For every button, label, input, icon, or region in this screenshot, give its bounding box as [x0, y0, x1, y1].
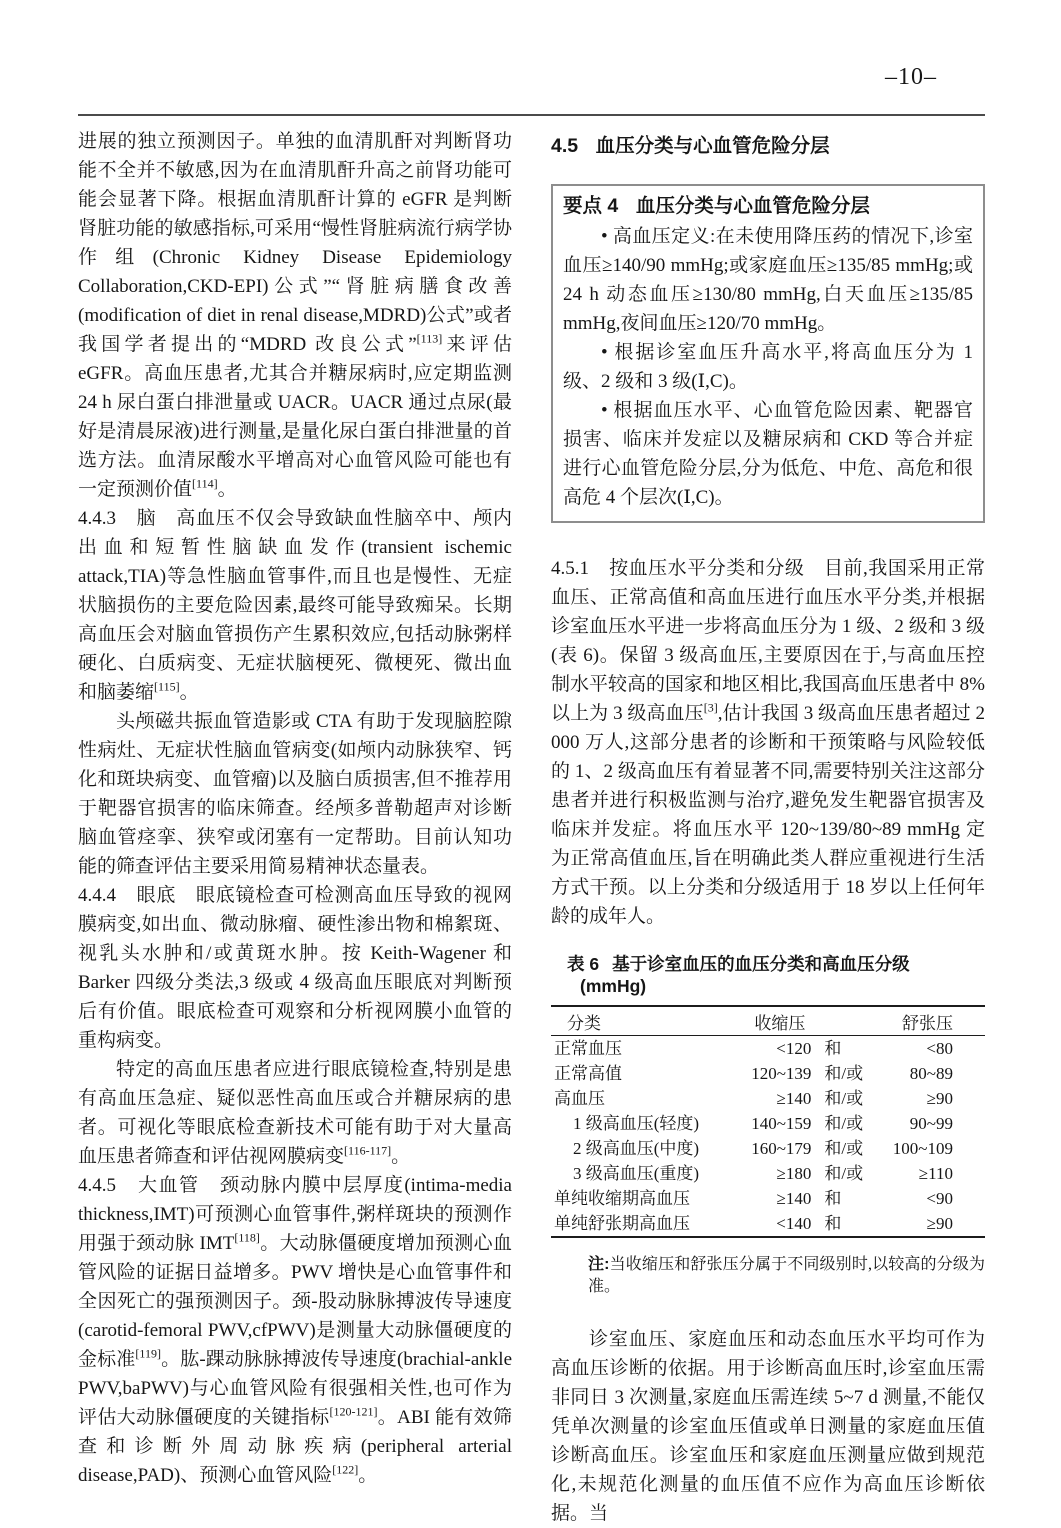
section-title: 血压分类与心血管危险分层	[595, 135, 830, 157]
keypoint-label: 要点 4	[563, 195, 619, 217]
table-cell-conj: 和/或	[824, 1089, 864, 1108]
table-note-label: 注:	[588, 1256, 610, 1273]
table-header-cell	[811, 1006, 885, 1036]
table-cell-conj: 和	[824, 1039, 842, 1058]
table-row	[551, 1161, 985, 1186]
table-cell-category: 单纯收缩期高血压	[554, 1189, 690, 1208]
table-cell-conj: 和/或	[824, 1114, 864, 1133]
table-cell-dbp: ≥90	[926, 1214, 953, 1233]
table-cell-conj: 和/或	[824, 1064, 864, 1083]
section-number: 4.5	[551, 135, 579, 157]
table-cell-dbp: <90	[926, 1189, 953, 1208]
table-cell-sbp: <140	[776, 1214, 812, 1233]
table-caption-title: 基于诊室血压的血压分类和高血压分级	[612, 954, 910, 974]
keypoint-bullets	[563, 222, 973, 512]
paragraph: 4.4.3 脑 高血压不仅会导致缺血性脑卒中、颅内出血和短暂性脑缺血发作(transient ischemic attack,TIA)等急性脑血管事件,而且也是慢性、无症状脑损伤的主要危险因素,最终可能导致痴呆。长期高血压会对脑血管损伤产生累积效应,包括动脉粥样硬化、白质病变、无症状脑梗死、微梗死、微出血和脑萎缩[115]。	[78, 508, 512, 703]
citation-ref: [118]	[234, 1230, 260, 1245]
table-cell-sbp: 160~179	[751, 1139, 812, 1158]
table-cell-sbp: ≥140	[776, 1089, 812, 1108]
citation-ref: [113]	[416, 331, 443, 346]
table-row	[551, 1036, 985, 1062]
table-row	[551, 1211, 985, 1237]
paragraph: 进展的独立预测因子。单独的血清肌酐对判断肾功能不全并不敏感,因为在血清肌酐升高之前肾功能可能会显著下降。根据血清肌酐计算的 eGFR 是判断肾脏功能的敏感指标,可采用“慢性肾脏病流行病学协作组(Chronic Kidney Disease Epidemiology Collaboration,CKD-EPI)公式”“肾脏病膳食改善(modification of diet in renal disease,MDRD)公式”或者我国学者提出的“MDRD 改良公式”[113]来评估 eGFR。高血压患者,尤其合并糖尿病时,应定期监测 24 h 尿白蛋白排泄量或 UACR。UACR 通过点尿(最好是清晨尿液)进行测量,是量化尿白蛋白排泄量的首选方法。血清尿酸水平增高对心血管风险可能也有一定预测价值[114]。	[78, 131, 512, 500]
table-cell-sbp: ≥180	[776, 1164, 812, 1183]
table-cell-category: 正常血压	[554, 1039, 622, 1058]
citation-ref: [122]	[332, 1462, 359, 1477]
table-row	[551, 1061, 985, 1086]
table-cell-sbp: 120~139	[751, 1064, 812, 1083]
table-header-row	[551, 1006, 985, 1036]
citation-ref: [119]	[135, 1346, 161, 1361]
paragraph: 4.4.4 眼底 眼底镜检查可检测高血压导致的视网膜病变,如出血、微动脉瘤、硬性渗出物和棉絮斑、视乳头水肿和/或黄斑水肿。按 Keith-Wagener 和 Barker 四级分类法,3 级或 4 级高血压眼底对判断预后有价值。眼底检查可观察和分析视网膜小血管的重构病变。	[78, 885, 512, 1051]
paragraph: 头颅磁共振血管造影或 CTA 有助于发现脑腔隙性病灶、无症状性脑血管病变(如颅内动脉狭窄、钙化和斑块病变、血管瘤)以及脑白质损害,但不推荐用于靶器官损害的临床筛查。经颅多普勒超声对诊断脑血管痉挛、狭窄或闭塞有一定帮助。目前认知功能的筛查评估主要采用简易精神状态量表。	[78, 711, 512, 877]
header-rule	[78, 114, 985, 116]
table-cell-conj: 和	[824, 1189, 842, 1208]
table-note	[551, 1254, 985, 1298]
closing-paragraph: 诊室血压、家庭血压和动态血压水平均可作为高血压诊断的依据。用于诊断高血压时,诊室血压需非同日 3 次测量,家庭血压需连续 5~7 d 测量,不能仅凭单次测量的诊室血压值或单日测量的家庭血压值诊断高血压。诊室血压和家庭血压测量应做到规范化,未规范化测量的血压值不应作为高血压诊断依据。当	[551, 1329, 985, 1524]
table-6	[551, 953, 985, 1298]
right-column	[551, 127, 985, 1528]
two-column-layout	[78, 127, 985, 1528]
table-row	[551, 1136, 985, 1161]
citation-ref: [116-117]	[344, 1143, 392, 1158]
section-heading-4-5	[551, 132, 985, 161]
table-cell-conj: 和/或	[824, 1139, 864, 1158]
bp-table-body	[551, 1036, 985, 1238]
table-caption-unit: (mmHg)	[580, 976, 647, 996]
paragraph: 4.4.5 大血管 颈动脉内膜中层厚度(intima-media thickness,IMT)可预测心血管事件,粥样斑块的预测作用强于颈动脉 IMT[118]。大动脉僵硬度增加预测心血管风险的证据日益增多。PWV 增快是心血管事件和全因死亡的强预测因子。颈-股动脉脉搏波传导速度(carotid-femoral PWV,cfPWV)是测量大动脉僵硬度的金标准[119]。肱-踝动脉脉搏波传导速度(brachial-ankle PWV,baPWV)与心血管风险有很强相关性,也可作为评估大动脉僵硬度的关键指标[120-121]。ABI 能有效筛查和诊断外周动脉疾病(peripheral arterial disease,PAD)、预测心血管风险[122]。	[78, 1175, 513, 1486]
table-cell-dbp: 100~109	[892, 1139, 953, 1158]
paragraph: 特定的高血压患者应进行眼底镜检查,特别是患有高血压急症、疑似恶性高血压或合并糖尿病的患者。可视化等眼底检查新技术可能有助于对大量高血压患者筛查和评估视网膜病变[116-117]。	[78, 1059, 512, 1167]
table-cell-sbp: <120	[776, 1039, 812, 1058]
table-caption-label: 表 6	[567, 954, 600, 974]
table-header-cell: 舒张压	[885, 1006, 985, 1036]
paragraph-4-5-1: 4.5.1 按血压水平分类和分级 目前,我国采用正常血压、正常高值和高血压进行血压水平分类,并根据诊室血压水平进一步将高血压分为 1 级、2 级和 3 级(表 6)。保留 3 级高血压,主要原因在于,与高血压控制水平较高的国家和地区相比,我国高血压患者中 8%以上为 3 级高血压[3],估计我国 3 级高血压患者超过 2 000 万人,这部分患者的诊断和干预策略与风险较低的 1、2 级高血压有着显著不同,需要特别关注这部分患者并进行积极监测与治疗,避免发生靶器官损害及临床并发症。将血压水平 120~139/80~89 mmHg 定为正常高值血压,旨在明确此类人群应重视进行生活方式干预。以上分类和分级适用于 18 岁以上任何年龄的成年人。	[551, 558, 985, 927]
table-cell-dbp: ≥90	[926, 1089, 953, 1108]
table-cell-sbp: ≥140	[776, 1189, 812, 1208]
table-cell-dbp: ≥110	[918, 1164, 953, 1183]
bp-table	[551, 1005, 985, 1238]
table-cell-dbp: <80	[926, 1039, 953, 1058]
table-cell-conj: 和	[824, 1214, 842, 1233]
table-cell-category: 1 级高血压(轻度)	[573, 1114, 700, 1133]
keypoint-title	[563, 191, 973, 222]
keypoint-bullet: • 根据血压水平、心血管危险因素、靶器官损害、临床并发症以及糖尿病和 CKD 等合并症进行心血管危险分层,分为低危、中危、高危和很高危 4 个层次(Ⅰ,C)。	[563, 400, 973, 508]
table-cell-category: 3 级高血压(重度)	[573, 1164, 700, 1183]
left-column	[78, 127, 512, 1490]
citation-ref: [115]	[154, 679, 180, 694]
table-caption	[551, 953, 985, 997]
table-cell-category: 2 级高血压(中度)	[573, 1139, 700, 1158]
keypoint-box	[551, 184, 985, 523]
table-cell-sbp: 140~159	[751, 1114, 812, 1133]
table-row	[551, 1111, 985, 1136]
table-cell-category: 正常高值	[554, 1064, 622, 1083]
table-row	[551, 1086, 985, 1111]
keypoint-bullet: • 根据诊室血压升高水平,将高血压分为 1 级、2 级和 3 级(Ⅰ,C)。	[563, 342, 973, 392]
table-header-cell: 分类	[551, 1006, 746, 1036]
table-cell-category: 单纯舒张期高血压	[554, 1214, 690, 1233]
table-note-text: 当收缩压和舒张压分属于不同级别时,以较高的分级为准。	[588, 1256, 985, 1295]
table-cell-dbp: 90~99	[909, 1114, 953, 1133]
keypoint-bullet: • 高血压定义:在未使用降压药的情况下,诊室血压≥140/90 mmHg;或家庭血压≥135/85 mmHg;或 24 h 动态血压≥130/80 mmHg,白天血压≥135/85 mmHg,夜间血压≥120/70 mmHg。	[563, 226, 973, 334]
citation-ref: [3]	[703, 700, 718, 715]
citation-ref: [120-121]	[329, 1404, 378, 1419]
table-row	[551, 1186, 985, 1211]
table-cell-dbp: 80~89	[909, 1064, 953, 1083]
keypoint-title-text: 血压分类与心血管危险分层	[635, 195, 870, 217]
citation-ref: [114]	[192, 476, 218, 491]
table-cell-category: 高血压	[554, 1089, 605, 1108]
page-number: –10–	[885, 64, 937, 90]
table-cell-conj: 和/或	[824, 1164, 864, 1183]
table-header-cell: 收缩压	[746, 1006, 811, 1036]
